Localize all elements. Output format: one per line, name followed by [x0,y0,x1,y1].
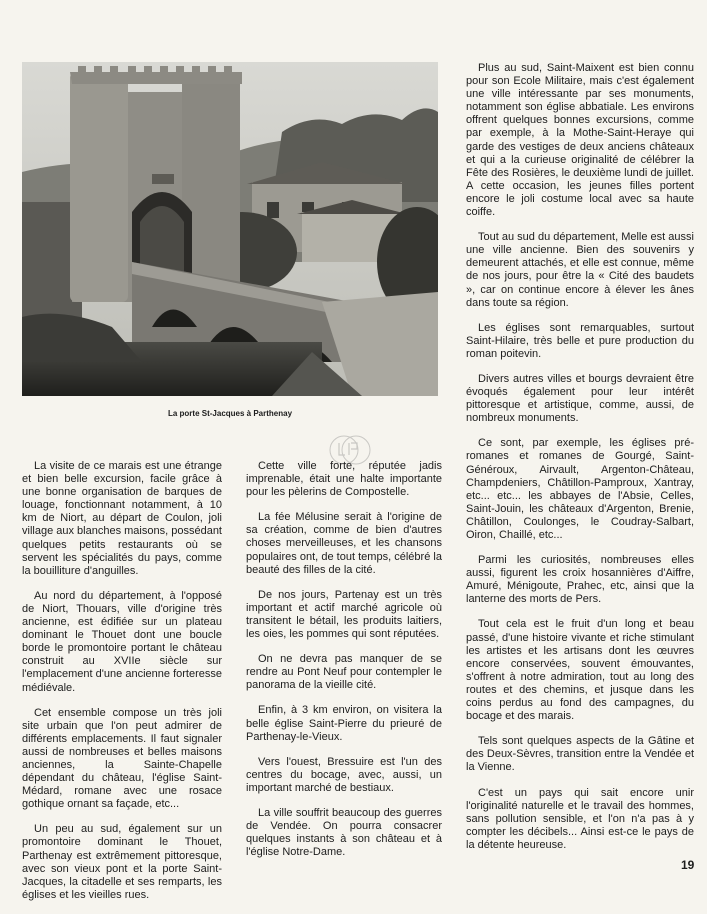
paragraph: C'est un pays qui sait encore unir l'originalité naturelle et le travail des hommes, sans pollution sensible, et l'on n'a pas à y compter les décibels... Ainsi est-ce le pays de la détente heureuse. [466,786,694,851]
paragraph: Tout au sud du département, Melle est aussi une ville ancienne. Bien des souvenirs y demeurent attachés, et elle est connue, même de nos jours, pour être la « Cité des baudets », car on continue encore à élever les ânes dans toute sa région. [466,231,694,309]
text-column-right [466,62,694,864]
text-column-left [22,460,222,914]
paragraph: La fée Mélusine serait à l'origine de sa création, comme de bien d'autres choses merveilleuses, et les chansons populaires ont, de tout temps, célébré la beauté des filles de la cité. [246,511,442,576]
paragraph: Un peu au sud, également sur un promontoire dominant le Thouet, Parthenay est extrêmement pittoresque, avec son vieux pont et la porte Saint-Jacques, la citadelle et ses remparts, les églises et les vieilles rues. [22,823,222,901]
text-column-middle [246,460,442,871]
paragraph: Divers autres villes et bourgs devraient être évoqués également pour leur intérêt pittoresque et artistique, comme, aussi, de nombreux monuments. [466,372,694,425]
paragraph: La visite de ce marais est une étrange et bien belle excursion, facile grâce à une bonne organisation de barques de louage, fonctionnant notamment, à 10 km de Niort, au départ de Coulon, joli village aux blanches maisons, possédant quelques petits restaurants où se servent les spécialités du pays, comme la bouilliture d'anguilles. [22,460,222,577]
paragraph: On ne devra pas manquer de se rendre au Pont Neuf pour contempler le panorama de la vieille cité. [246,653,442,692]
paragraph: Parmi les curiosités, nombreuses elles aussi, figurent les croix hosannières d'Aiffre, Amuré, Ménigoute, Prahec, etc, ainsi que la lanterne des morts de Pers. [466,554,694,606]
paragraph: De nos jours, Partenay est un très important et actif marché agricole où transitent le bétail, les produits laitiers, les oies, les pommes qui sont réputées. [246,588,442,641]
paragraph: Les églises sont remarquables, surtout Saint-Hilaire, très belle et pure production du roman poitevin. [466,321,694,360]
paragraph: Ce sont, par exemple, les églises pré-romanes et romanes de Gourgé, Saint-Généroux, Airvault, Argenton-Château, Champdeniers, Châtillon-Pamproux, Xantray, etc... etc... les abbayes de l'Absie, Celles, Saint-Jouin, les châteaux d'Argenton, Brenie, Châtillon, Coulonges, le Coudray-Salbart, Oiron, Chaillé, etc... [466,437,694,541]
paragraph: Cette ville forte, réputée jadis imprenable, était une halte importante pour les pèlerins de Compostelle. [246,460,442,499]
photo-porte-st-jacques [22,62,438,396]
paragraph: Cet ensemble compose un très joli site urbain que l'on peut admirer de différents emplacements. Il faut signaler aussi de nombreuses et belles maisons anciennes, la Sainte-Chapelle dépendant du château, l'église Saint-Médard, romane avec une rosace gothique ornant sa façade, etc... [22,706,222,811]
paragraph: Enfin, à 3 km environ, on visitera la belle église Saint-Pierre du prieuré de Parthenay-le-Vieux. [246,704,442,743]
photo-caption: La porte St-Jacques à Parthenay [167,409,293,418]
page-number: 19 [681,858,695,872]
photo-illustration [22,62,438,396]
paragraph: Tels sont quelques aspects de la Gâtine et des Deux-Sèvres, transition entre la Vendée et la Vienne. [466,735,694,774]
paragraph: Plus au sud, Saint-Maixent est bien connu pour son Ecole Militaire, mais c'est également une ville intéressante par ses monuments, notamment son église abbatiale. Les environs offrent quelques bonnes excursions, comme par exemple, à la Mothe-Saint-Heraye qui garde des vestiges de deux anciens châteaux et qui a la curieuse originalité de célébrer la Fête des Rosières, le deuxième lundi de juillet. A cette occasion, les jeunes filles portent encore le joli costume local avec sa haute coiffe. [466,62,694,219]
paragraph: Au nord du département, à l'opposé de Niort, Thouars, ville d'origine très ancienne, est édifiée sur un plateau dominant le Thouet dont une boucle borde le promontoire portant le château construit au XVIIe siècle sur l'emplacement d'une ancienne forteresse médiévale. [22,589,222,694]
paragraph: La ville souffrit beaucoup des guerres de Vendée. On pourra consacrer quelques instants à son château et à l'église Notre-Dame. [246,806,442,859]
paragraph: Vers l'ouest, Bressuire est l'un des centres du bocage, avec, aussi, un important marché de bestiaux. [246,755,442,794]
paragraph: Tout cela est le fruit d'un long et beau passé, d'une histoire vivante et riche stimulant les artistes et les artisans dont les œuvres encore conservées, souvent émouvantes, s'offrent à notre admiration, tout au long des routes et des chemins, et jusque dans les coins perdus au fond des campagnes, du bocage et des marais. [466,618,694,723]
